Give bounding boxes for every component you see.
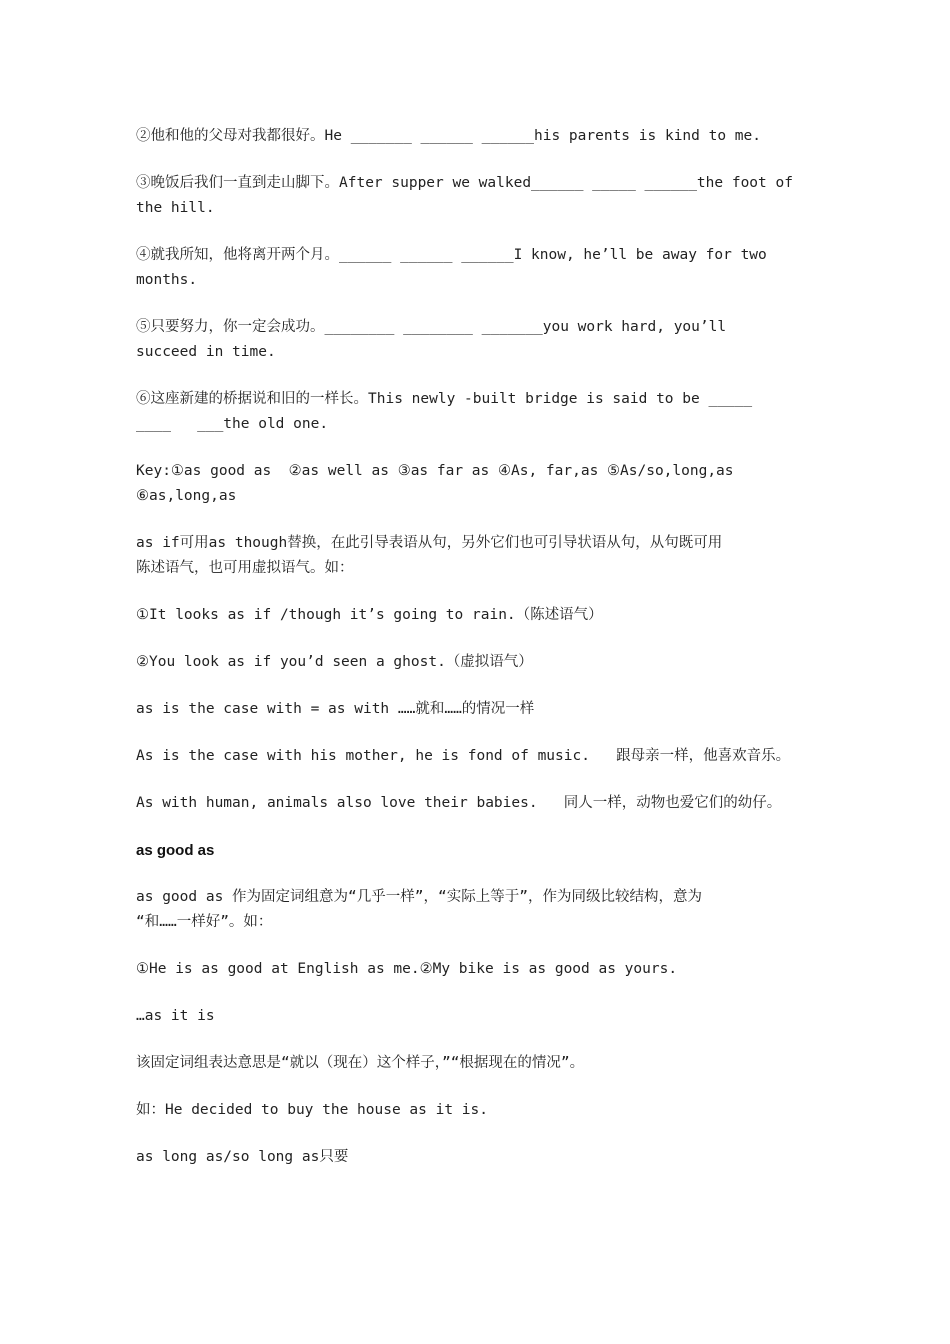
example-sentence: 如：He decided to buy the house as it is. (136, 1102, 489, 1118)
document-page (136, 124, 816, 1192)
exercise-item-2: ②他和他的父母对我都很好。He _______ ______ ______his parents is kind to me. (136, 128, 761, 144)
phrase-explanation: 该固定词组表达意思是“就以（现在）这个样子，”“根据现在的情况”。 (136, 1055, 585, 1071)
as-good-as-explanation: as good as 作为固定词组意为“几乎一样”，“实际上等于”，作为同级比较结构，意为 “和……一样好”。如： (136, 889, 702, 930)
answer-key: Key:①as good as ②as well as ③as far as ④As, far,as ⑤As/so,long,as ⑥as,long,as (136, 463, 734, 504)
section-heading: as good as (136, 842, 215, 859)
example-sentence: As with human, animals also love their babies. 同人一样，动物也爱它们的幼仔。 (136, 795, 782, 811)
exercise-item-5: ⑤只要努力，你一定会成功。________ ________ _______you work hard, you’ll succeed in time. (136, 319, 727, 360)
phrase-title: as long as/so long as只要 (136, 1149, 349, 1165)
exercise-item-4: ④就我所知，他将离开两个月。______ ______ ______I know, he’ll be away for two months. (136, 247, 767, 288)
example-sentence: ①It looks as if /though it’s going to rain.（陈述语气） (136, 607, 603, 623)
example-sentence: As is the case with his mother, he is fond of music. 跟母亲一样，他喜欢音乐。 (136, 748, 791, 764)
as-if-explanation: as if可用as though替换，在此引导表语从句，另外它们也可引导状语从句，从句既可用 陈述语气，也可用虚拟语气。如： (136, 535, 723, 576)
exercise-item-6: ⑥这座新建的桥据说和旧的一样长。This newly -built bridge is said to be _____ ____ ___the old one. (136, 391, 753, 432)
as-with-definition: as is the case with = as with ……就和……的情况一样 (136, 701, 535, 717)
example-sentence: ②You look as if you’d seen a ghost.（虚拟语气） (136, 654, 533, 670)
example-sentence: ①He is as good at English as me.②My bike is as good as yours. (136, 961, 678, 977)
exercise-item-3: ③晚饭后我们一直到走山脚下。After supper we walked______ _____ ______the foot of the hill. (136, 175, 793, 216)
phrase-title: …as it is (136, 1008, 215, 1024)
